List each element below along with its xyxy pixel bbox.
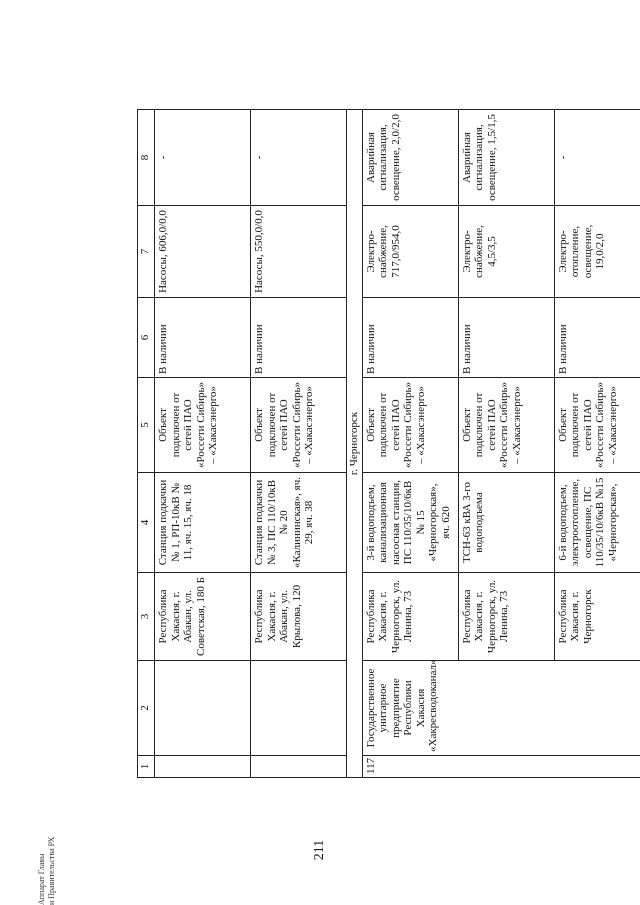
table-cell: - (554, 110, 640, 206)
column-header: 1 (138, 756, 155, 778)
stamp-line-2: и Правительства РХ (47, 836, 56, 905)
table-cell: Республика Хакасия, г. Черногорск, ул. Ленина, 73 (458, 573, 554, 661)
table-cell (155, 756, 251, 778)
row-number: 117 (362, 756, 640, 778)
table-cell: Станция подкачки № 1, РП-10кВ № 11, яч. 15, яч. 18 (155, 473, 251, 573)
column-header: 8 (138, 110, 155, 206)
table-row (362, 110, 458, 778)
table-cell: В наличии (155, 298, 251, 378)
table-cell: Республика Хакасия, г. Абакан, ул. Крылова, 120 (251, 573, 347, 661)
table-cell: В наличии (554, 298, 640, 378)
column-header: 3 (138, 573, 155, 661)
table-cell: Объект подключен от сетей ПАО «Россети Сибирь» – «Хакасэнерго» (155, 378, 251, 473)
column-header: 4 (138, 473, 155, 573)
column-header: 5 (138, 378, 155, 473)
table-cell: 6-й водоподъем, электроотопление, освещение, ПС 110/35/10/6кВ №15 «Черногорская», (554, 473, 640, 573)
table-cell: Электро-снабжение, 717,0/954,0 (362, 206, 458, 298)
table-cell: Станция подкачки № 3, ПС 110/10кВ № 20 «Калининская», яч. 29, яч. 38 (251, 473, 347, 573)
rotated-table (137, 110, 619, 778)
stamp-text (37, 755, 57, 905)
table-cell: В наличии (458, 298, 554, 378)
organization-name: Государственное унитарное предприятие Республики Хакасия «Хакресводоканал» (362, 661, 640, 756)
table-cell: Насосы, 606,0/0,0 (155, 206, 251, 298)
table-cell: Аварийная сигнализация, освещение, 2,0/2,0 (362, 110, 458, 206)
table-container (137, 110, 619, 778)
table-cell: В наличии (251, 298, 347, 378)
header-row (138, 110, 155, 778)
table-cell: Объект подключен от сетей ПАО «Россети Сибирь» – «Хакасэнерго» (362, 378, 458, 473)
table-cell (251, 756, 347, 778)
table-cell: Объект подключен от сетей ПАО «Россети Сибирь» – «Хакасэнерго» (458, 378, 554, 473)
table-cell (251, 661, 347, 756)
table-cell: Объект подключен от сетей ПАО «Россети Сибирь» – «Хакасэнерго» (554, 378, 640, 473)
city-label: г. Черногорск (347, 110, 363, 778)
stamp-line-1: Аппарат Главы (37, 853, 46, 905)
table-cell: ТСН-63 кВА 3-го водоподъема (458, 473, 554, 573)
page-number: 211 (312, 839, 327, 861)
table-cell: - (155, 110, 251, 206)
data-table (137, 109, 640, 778)
table-cell: Республика Хакасия, г. Абакан, ул. Советская, 180 Б (155, 573, 251, 661)
table-cell: - (251, 110, 347, 206)
column-header: 7 (138, 206, 155, 298)
table-cell: Объект подключен от сетей ПАО «Россети Сибирь» – «Хакасэнерго» (251, 378, 347, 473)
column-header: 2 (138, 661, 155, 756)
table-row (251, 110, 347, 778)
table-cell: Электро-снабжение, 4,5/3,5 (458, 206, 554, 298)
table-cell (155, 661, 251, 756)
city-row (347, 110, 363, 778)
table-cell: 3-й водоподъем, канализационная насосная станция, ПС 110/35/10/6кВ № 15 «Черногорская», яч. 620 (362, 473, 458, 573)
table-cell: Аварийная сигнализация, освещение, 1,5/1,5 (458, 110, 554, 206)
column-header: 6 (138, 298, 155, 378)
table-cell: Электро-отопление, освещение, 19,0/2,0 (554, 206, 640, 298)
table-cell: Насосы, 550,0/0,0 (251, 206, 347, 298)
table-row (155, 110, 251, 778)
table-cell: В наличии (362, 298, 458, 378)
table-cell: Республика Хакасия, г. Черногорск, ул. Ленина, 73 (362, 573, 458, 661)
table-cell: Республика Хакасия, г. Черногорск (554, 573, 640, 661)
